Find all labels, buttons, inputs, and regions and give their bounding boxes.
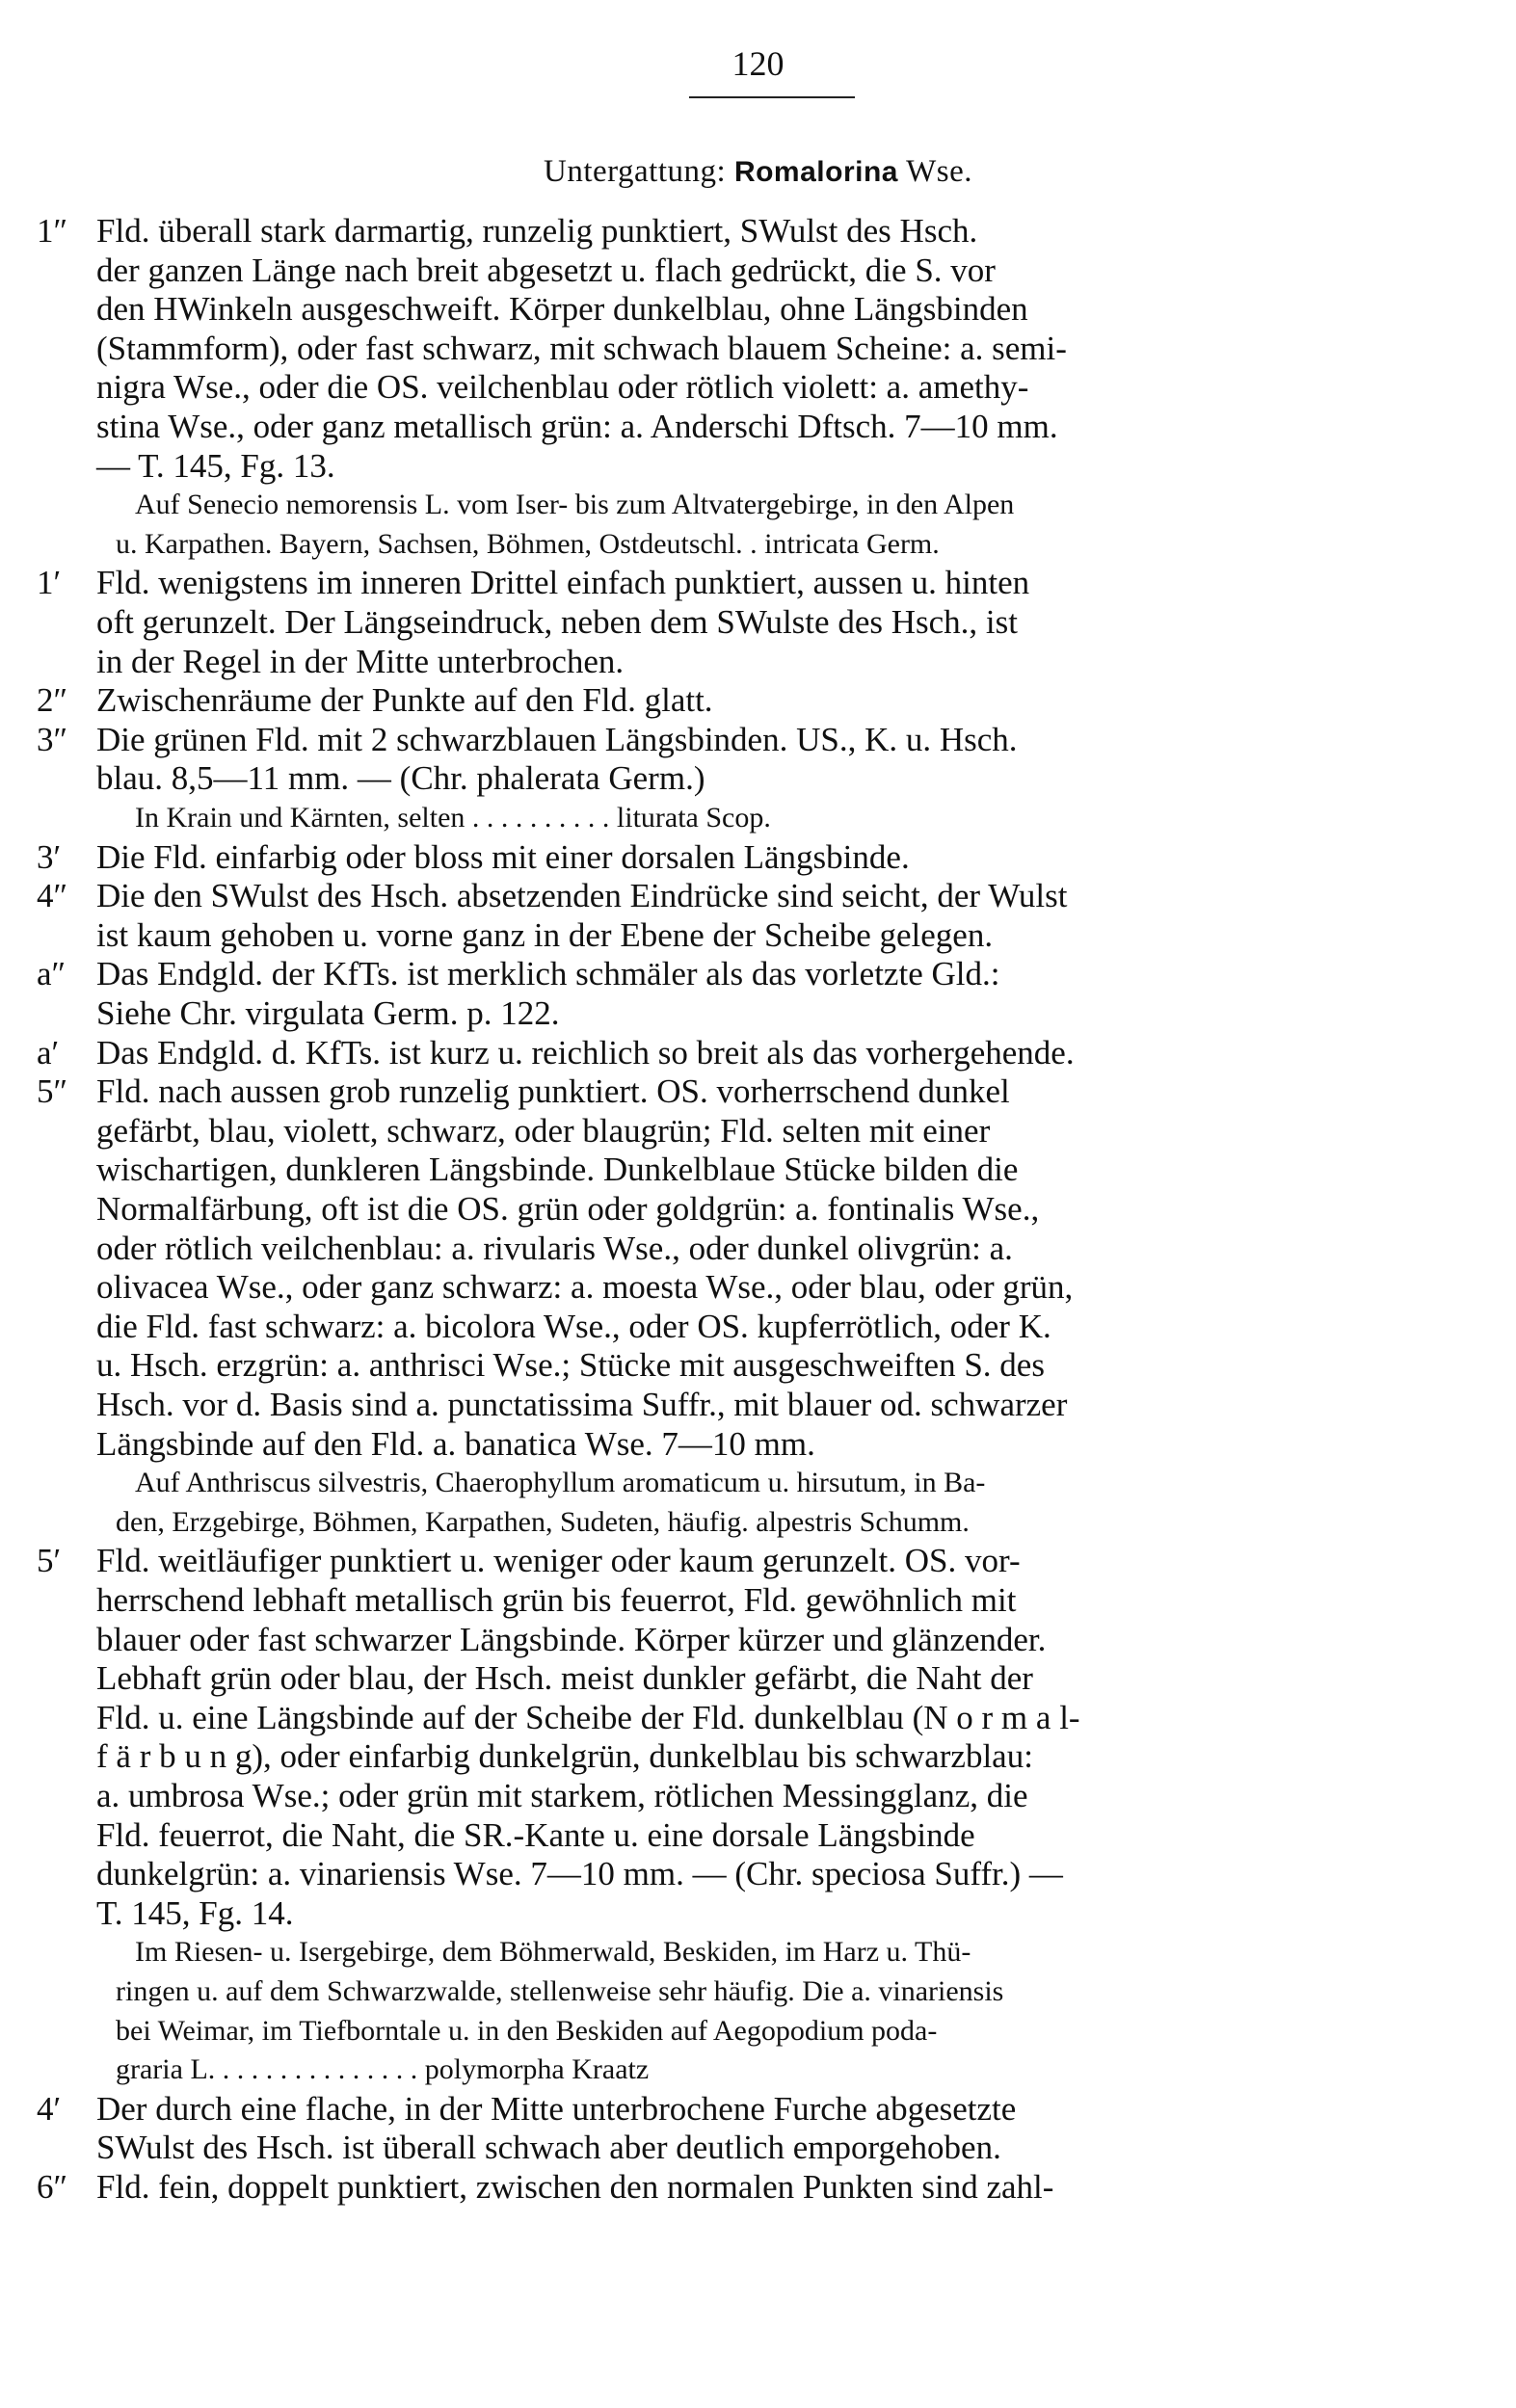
line-text: bei Weimar, im Tiefborntale u. in den Beskiden auf Aegopodium poda- [116, 2015, 938, 2047]
line-text: Im Riesen- u. Isergebirge, dem Böhmerwald, Beskiden, im Harz u. Thü- [135, 1936, 971, 1968]
line-text: Fld. weitläufiger punktiert u. weniger oder kaum gerunzelt. OS. vor- [96, 1542, 1021, 1579]
line-text: Die Fld. einfarbig oder bloss mit einer dorsalen Längsbinde. [96, 838, 910, 876]
key-number: a″ [37, 955, 66, 992]
key-number: 1″ [37, 212, 68, 250]
line-text: die Fld. fast schwarz: a. bicolora Wse., oder OS. kupferrötlich, oder K. [96, 1308, 1051, 1345]
line-text: Lebhaft grün oder blau, der Hsch. meist dunkler gefärbt, die Naht der [96, 1659, 1033, 1697]
key-number: a′ [37, 1034, 60, 1072]
line-text: Fld. überall stark darmartig, runzelig punktiert, SWulst des Hsch. [96, 212, 978, 250]
line-text: stina Wse., oder ganz metallisch grün: a. Anderschi Dftsch. 7—10 mm. [96, 408, 1058, 445]
subgenus-heading [0, 152, 1516, 192]
key-number: 4″ [37, 877, 68, 914]
line-text: Zwischenräume der Punkte auf den Fld. glatt. [96, 681, 713, 719]
line-text: nigra Wse., oder die OS. veilchenblau oder rötlich violett: a. amethy- [96, 368, 1029, 406]
line-text: Auf Anthriscus silvestris, Chaerophyllum aromaticum u. hirsutum, in Ba- [135, 1467, 986, 1498]
key-number: 2″ [37, 681, 68, 719]
key-number: 5′ [37, 1542, 62, 1579]
line-text: Fld. nach aussen grob runzelig punktiert. OS. vorherrschend dunkel [96, 1072, 1010, 1110]
key-number: 3′ [37, 838, 62, 876]
subgenus-name: Romalorina [733, 156, 898, 188]
line-text: ist kaum gehoben u. vorne ganz in der Ebene der Scheibe gelegen. [96, 916, 994, 954]
line-text: den HWinkeln ausgeschweift. Körper dunkelblau, ohne Längsbinden [96, 290, 1028, 328]
subgenus-author: Wse. [906, 154, 973, 189]
line-text: In Krain und Kärnten, selten . . . . . . . . . . liturata Scop. [135, 802, 771, 834]
line-text: SWulst des Hsch. ist überall schwach aber deutlich emporgehoben. [96, 2129, 1001, 2166]
line-text: wischartigen, dunkleren Längsbinde. Dunkelblaue Stücke bilden die [96, 1151, 1019, 1188]
line-text: — T. 145, Fg. 13. [96, 447, 335, 485]
header-rule [689, 96, 855, 98]
line-text: Längsbinde auf den Fld. a. banatica Wse. 7—10 mm. [96, 1425, 815, 1463]
line-text: Auf Senecio nemorensis L. vom Iser- bis zum Altvatergebirge, in den Alpen [135, 489, 1015, 520]
line-text: Der durch eine flache, in der Mitte unterbrochene Furche abgesetzte [96, 2090, 1017, 2128]
line-text: Das Endgld. d. KfTs. ist kurz u. reichlich so breit als das vorhergehende. [96, 1034, 1075, 1072]
line-text: der ganzen Länge nach breit abgesetzt u. flach gedrückt, die S. vor [96, 251, 996, 289]
key-number: 3″ [37, 721, 68, 758]
page-number: 120 [731, 44, 785, 83]
line-text: Fld. wenigstens im inneren Drittel einfach punktiert, aussen u. hinten [96, 564, 1030, 601]
line-text: (Stammform), oder fast schwarz, mit schwach blauem Scheine: a. semi- [96, 330, 1067, 367]
line-text: graria L. . . . . . . . . . . . . . . polymorpha Kraatz [116, 2053, 650, 2085]
line-text: oft gerunzelt. Der Längseindruck, neben dem SWulste des Hsch., ist [96, 603, 1018, 641]
line-text: den, Erzgebirge, Böhmen, Karpathen, Sudeten, häufig. alpestris Schumm. [116, 1506, 970, 1538]
line-text: Normalfärbung, oft ist die OS. grün oder goldgrün: a. fontinalis Wse., [96, 1190, 1040, 1228]
line-text: Die den SWulst des Hsch. absetzenden Eindrücke sind seicht, der Wulst [96, 877, 1068, 914]
line-text: in der Regel in der Mitte unterbrochen. [96, 643, 625, 680]
key-number: 6″ [37, 2168, 68, 2206]
line-text: f ä r b u n g), oder einfarbig dunkelgrün, dunkelblau bis schwarzblau: [96, 1737, 1033, 1775]
line-text: Die grünen Fld. mit 2 schwarzblauen Längsbinden. US., K. u. Hsch. [96, 721, 1018, 758]
line-text: u. Karpathen. Bayern, Sachsen, Böhmen, Ostdeutschl. . intricata Germ. [116, 528, 940, 560]
line-text: Fld. u. eine Längsbinde auf der Scheibe der Fld. dunkelblau (N o r m a l- [96, 1699, 1080, 1736]
line-text: Siehe Chr. virgulata Germ. p. 122. [96, 994, 560, 1032]
line-text: Fld. fein, doppelt punktiert, zwischen den normalen Punkten sind zahl- [96, 2168, 1054, 2206]
line-text: oder rötlich veilchenblau: a. rivularis Wse., oder dunkel olivgrün: a. [96, 1230, 1013, 1267]
line-text: Fld. feuerrot, die Naht, die SR.-Kante u. eine dorsale Längsbinde [96, 1816, 975, 1854]
key-number: 4′ [37, 2090, 62, 2128]
line-text: dunkelgrün: a. vinariensis Wse. 7—10 mm. — (Chr. speciosa Suffr.) — [96, 1855, 1063, 1892]
line-text: gefärbt, blau, violett, schwarz, oder blaugrün; Fld. selten mit einer [96, 1112, 991, 1150]
subgenus-prefix: Untergattung: [543, 154, 727, 189]
line-text: a. umbrosa Wse.; oder grün mit starkem, rötlichen Messingglanz, die [96, 1777, 1028, 1814]
line-text: Hsch. vor d. Basis sind a. punctatissima Suffr., mit blauer od. schwarzer [96, 1386, 1068, 1423]
line-text: blauer oder fast schwarzer Längsbinde. Körper kürzer und glänzender. [96, 1621, 1047, 1658]
line-text: olivacea Wse., oder ganz schwarz: a. moesta Wse., oder blau, oder grün, [96, 1268, 1074, 1306]
line-text: T. 145, Fg. 14. [96, 1894, 294, 1932]
line-text: blau. 8,5—11 mm. — (Chr. phalerata Germ.) [96, 759, 705, 797]
key-number: 5″ [37, 1072, 68, 1110]
key-number: 1′ [37, 564, 62, 601]
line-text: u. Hsch. erzgrün: a. anthrisci Wse.; Stücke mit ausgeschweiften S. des [96, 1346, 1045, 1384]
line-text: Das Endgld. der KfTs. ist merklich schmäler als das vorletzte Gld.: [96, 955, 1000, 992]
line-text: ringen u. auf dem Schwarzwalde, stellenweise sehr häufig. Die a. vinariensis [116, 1975, 1004, 2007]
line-text: herrschend lebhaft metallisch grün bis feuerrot, Fld. gewöhnlich mit [96, 1581, 1017, 1619]
